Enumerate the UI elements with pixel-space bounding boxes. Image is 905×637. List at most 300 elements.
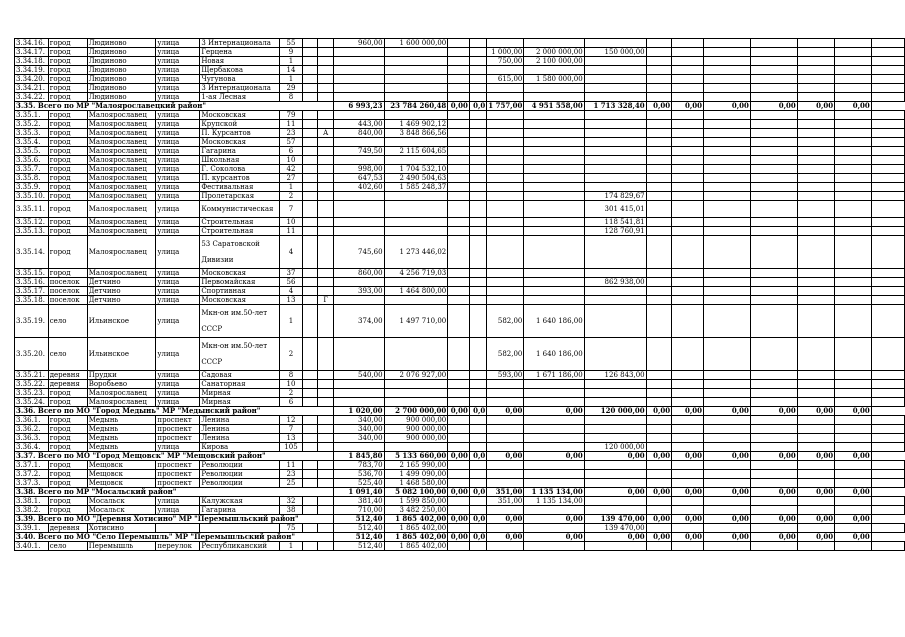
table-cell <box>797 416 834 425</box>
table-cell <box>750 48 797 57</box>
table-cell <box>469 129 486 138</box>
total-cell: 0,00 <box>797 407 834 416</box>
table-cell <box>871 138 904 147</box>
table-cell <box>469 479 486 488</box>
table-row <box>15 147 905 156</box>
total-cell: 0,0 <box>469 533 486 542</box>
table-cell <box>871 227 904 236</box>
table-cell <box>871 84 904 93</box>
table-cell <box>469 269 486 278</box>
table-cell <box>384 48 448 57</box>
table-cell <box>487 192 524 201</box>
table-cell: Школьная <box>200 156 279 165</box>
table-cell: улица <box>156 93 200 102</box>
table-cell <box>704 389 751 398</box>
table-cell: Медынь <box>87 434 156 443</box>
table-cell <box>835 278 872 287</box>
table-cell <box>487 506 524 515</box>
table-cell <box>469 542 486 551</box>
table-cell <box>646 470 672 479</box>
table-cell <box>750 416 797 425</box>
table-cell <box>318 183 334 192</box>
table-cell: 3.37.3. <box>15 479 49 488</box>
table-cell: Детчино <box>87 278 156 287</box>
table-row <box>15 269 905 278</box>
table-cell <box>750 371 797 380</box>
table-cell <box>318 218 334 227</box>
table-row <box>15 138 905 147</box>
table-cell: 900 000,00 <box>384 416 448 425</box>
table-cell <box>318 542 334 551</box>
table-cell: 118 541,81 <box>584 218 646 227</box>
table-cell <box>524 192 584 201</box>
table-cell <box>871 201 904 218</box>
total-cell: 0,00 <box>672 407 704 416</box>
table-cell <box>448 93 470 102</box>
table-cell <box>646 84 672 93</box>
table-cell: Гагарина <box>200 147 279 156</box>
table-cell <box>797 542 834 551</box>
table-cell <box>469 338 486 371</box>
table-cell <box>835 227 872 236</box>
table-cell <box>871 278 904 287</box>
table-cell <box>448 470 470 479</box>
table-cell <box>448 380 470 389</box>
table-cell: 3.35.18. <box>15 296 49 305</box>
table-cell <box>835 93 872 102</box>
table-cell: П. курсантов <box>200 174 279 183</box>
table-cell <box>835 236 872 269</box>
table-cell: 8 <box>279 93 303 102</box>
table-cell <box>704 380 751 389</box>
table-cell <box>750 236 797 269</box>
table-cell <box>487 201 524 218</box>
table-cell: Московская <box>200 269 279 278</box>
table-cell: 75 <box>279 524 303 533</box>
table-cell <box>835 156 872 165</box>
table-cell <box>487 287 524 296</box>
table-cell <box>584 129 646 138</box>
table-cell <box>318 66 334 75</box>
total-cell: 0,00 <box>835 533 872 542</box>
table-cell: 3.35.15. <box>15 269 49 278</box>
table-cell: 4 <box>279 287 303 296</box>
table-cell <box>448 57 470 66</box>
table-cell <box>797 287 834 296</box>
table-cell <box>750 75 797 84</box>
section-label: 3.38. Всего по МР "Мосальский район" <box>15 488 334 497</box>
table-cell: А <box>318 129 334 138</box>
table-cell: 2 <box>279 389 303 398</box>
table-cell: 53 Саратовской Дивизии <box>200 236 279 269</box>
table-cell: 512,40 <box>334 542 384 551</box>
table-cell <box>750 287 797 296</box>
table-row <box>15 434 905 443</box>
table-cell <box>318 380 334 389</box>
table-cell <box>318 416 334 425</box>
table-cell <box>797 156 834 165</box>
table-cell <box>835 305 872 338</box>
table-cell: 783,70 <box>334 461 384 470</box>
table-cell <box>318 443 334 452</box>
table-cell: Крупской <box>200 120 279 129</box>
table-cell: город <box>48 192 87 201</box>
table-cell <box>646 138 672 147</box>
table-cell <box>835 120 872 129</box>
table-row <box>15 371 905 380</box>
table-cell <box>704 416 751 425</box>
table-cell: 120 000,00 <box>584 443 646 452</box>
table-cell <box>672 39 704 48</box>
table-cell: 3 Интернационала <box>200 39 279 48</box>
table-cell <box>704 236 751 269</box>
table-cell: 3.34.18. <box>15 57 49 66</box>
table-cell: 351,00 <box>487 497 524 506</box>
table-cell <box>704 278 751 287</box>
total-cell: 1 865 402,00 <box>384 533 448 542</box>
table-cell: 1 580 000,00 <box>524 75 584 84</box>
table-cell <box>871 120 904 129</box>
table-row <box>15 380 905 389</box>
table-cell <box>524 434 584 443</box>
table-cell: Хотисино <box>87 524 156 533</box>
total-cell: 0,0 <box>469 407 486 416</box>
table-cell <box>584 398 646 407</box>
total-cell: 0,00 <box>584 533 646 542</box>
table-cell <box>384 138 448 147</box>
table-cell: деревня <box>48 524 87 533</box>
table-cell: проспект <box>156 461 200 470</box>
table-cell <box>487 425 524 434</box>
table-cell: 374,00 <box>334 305 384 338</box>
table-cell <box>646 147 672 156</box>
table-cell: 3.35.23. <box>15 389 49 398</box>
table-cell <box>469 434 486 443</box>
table-cell: 1 704 532,10 <box>384 165 448 174</box>
table-cell <box>448 129 470 138</box>
table-cell: 3 Интернационала <box>200 84 279 93</box>
table-cell: 1 468 580,00 <box>384 479 448 488</box>
table-cell <box>871 416 904 425</box>
table-cell <box>303 524 318 533</box>
table-cell <box>524 398 584 407</box>
total-cell: 0,00 <box>704 488 751 497</box>
table-cell: 3.35.20. <box>15 338 49 371</box>
table-cell <box>334 93 384 102</box>
table-cell <box>704 524 751 533</box>
total-cell: 0,00 <box>524 515 584 524</box>
table-cell: 1 <box>279 57 303 66</box>
table-cell <box>334 66 384 75</box>
table-cell <box>750 201 797 218</box>
table-cell <box>448 389 470 398</box>
table-cell <box>448 305 470 338</box>
table-cell <box>524 138 584 147</box>
table-cell <box>646 192 672 201</box>
table-cell <box>646 497 672 506</box>
total-cell: 2 700 000,00 <box>384 407 448 416</box>
table-cell <box>797 434 834 443</box>
table-cell <box>797 84 834 93</box>
table-cell <box>303 129 318 138</box>
table-cell: улица <box>156 111 200 120</box>
table-cell <box>672 506 704 515</box>
table-cell: улица <box>156 269 200 278</box>
table-cell <box>384 57 448 66</box>
table-cell: 7 <box>279 201 303 218</box>
table-cell: Мещовск <box>87 479 156 488</box>
table-cell: Мещовск <box>87 470 156 479</box>
table-cell <box>303 497 318 506</box>
table-cell <box>835 75 872 84</box>
table-cell <box>704 120 751 129</box>
table-cell <box>835 434 872 443</box>
table-cell: Медынь <box>87 425 156 434</box>
table-cell: 1 499 090,00 <box>384 470 448 479</box>
table-cell: город <box>48 147 87 156</box>
table-cell: 3.34.21. <box>15 84 49 93</box>
table-cell: 3.35.13. <box>15 227 49 236</box>
table-row <box>15 39 905 48</box>
table-cell <box>704 434 751 443</box>
table-cell: Московская <box>200 138 279 147</box>
table-cell: 3.36.1. <box>15 416 49 425</box>
table-cell <box>469 39 486 48</box>
table-cell <box>584 156 646 165</box>
table-cell: Людиново <box>87 48 156 57</box>
table-cell: 1 599 850,00 <box>384 497 448 506</box>
table-cell: Людиново <box>87 93 156 102</box>
table-cell <box>487 120 524 129</box>
table-cell: 174 829,67 <box>584 192 646 201</box>
table-cell <box>797 443 834 452</box>
table-cell: 3.35.3. <box>15 129 49 138</box>
table-cell <box>303 398 318 407</box>
table-cell <box>750 183 797 192</box>
table-cell <box>672 201 704 218</box>
table-cell: 12 <box>279 416 303 425</box>
table-cell: Щербакова <box>200 66 279 75</box>
table-cell: Ильинское <box>87 338 156 371</box>
table-cell <box>584 287 646 296</box>
table-cell <box>584 434 646 443</box>
table-cell <box>704 111 751 120</box>
table-cell <box>448 48 470 57</box>
table-cell <box>487 461 524 470</box>
table-cell: 3.35.11. <box>15 201 49 218</box>
table-cell <box>871 305 904 338</box>
table-cell <box>303 479 318 488</box>
table-cell: город <box>48 111 87 120</box>
table-cell <box>584 93 646 102</box>
table-cell <box>469 48 486 57</box>
table-cell <box>469 497 486 506</box>
table-cell <box>448 218 470 227</box>
table-cell <box>303 461 318 470</box>
table-cell <box>334 138 384 147</box>
table-cell <box>487 66 524 75</box>
table-cell: город <box>48 416 87 425</box>
table-cell <box>750 338 797 371</box>
table-cell: проспект <box>156 425 200 434</box>
table-cell <box>469 111 486 120</box>
table-cell <box>672 461 704 470</box>
table-cell <box>871 542 904 551</box>
table-cell: 3.35.4. <box>15 138 49 147</box>
table-cell <box>584 147 646 156</box>
table-cell: улица <box>156 75 200 84</box>
total-cell: 0,00 <box>487 452 524 461</box>
table-cell: 3.34.20. <box>15 75 49 84</box>
table-cell: 3.35.12. <box>15 218 49 227</box>
table-cell <box>524 278 584 287</box>
table-cell <box>646 174 672 183</box>
total-cell: 1 845,80 <box>334 452 384 461</box>
table-cell <box>303 371 318 380</box>
table-cell <box>334 156 384 165</box>
table-cell: город <box>48 75 87 84</box>
table-cell <box>672 111 704 120</box>
table-cell <box>750 479 797 488</box>
table-cell <box>584 296 646 305</box>
table-cell <box>448 147 470 156</box>
table-cell <box>469 75 486 84</box>
total-cell: 0,00 <box>584 452 646 461</box>
table-cell <box>303 236 318 269</box>
table-cell: 3.35.8. <box>15 174 49 183</box>
table-cell <box>318 227 334 236</box>
total-cell: 0,00 <box>797 452 834 461</box>
section-total-row <box>15 102 905 111</box>
table-cell: Коммунистическая <box>200 201 279 218</box>
table-cell: улица <box>156 183 200 192</box>
table-cell <box>303 506 318 515</box>
table-cell: Московская <box>200 296 279 305</box>
table-cell: улица <box>156 506 200 515</box>
table-cell: город <box>48 461 87 470</box>
table-cell <box>797 147 834 156</box>
table-cell <box>835 470 872 479</box>
table-cell: 10 <box>279 380 303 389</box>
table-cell <box>871 470 904 479</box>
table-cell: улица <box>156 39 200 48</box>
table-cell <box>334 389 384 398</box>
table-cell <box>448 236 470 269</box>
table-cell: 340,00 <box>334 416 384 425</box>
table-cell <box>835 296 872 305</box>
table-cell <box>704 93 751 102</box>
table-cell: 128 760,91 <box>584 227 646 236</box>
table-cell: 615,00 <box>487 75 524 84</box>
table-cell <box>646 39 672 48</box>
table-cell: 25 <box>279 479 303 488</box>
table-cell <box>303 201 318 218</box>
table-cell <box>469 57 486 66</box>
table-cell <box>469 398 486 407</box>
table-cell <box>704 227 751 236</box>
table-cell <box>469 371 486 380</box>
table-cell: улица <box>156 201 200 218</box>
table-cell <box>524 227 584 236</box>
table-cell <box>584 425 646 434</box>
table-cell: 29 <box>279 84 303 93</box>
table-cell: 3.35.9. <box>15 183 49 192</box>
table-cell <box>646 443 672 452</box>
table-cell: село <box>48 542 87 551</box>
table-cell: 443,00 <box>334 120 384 129</box>
table-cell: 2 076 927,00 <box>384 371 448 380</box>
table-cell <box>704 218 751 227</box>
table-cell <box>524 111 584 120</box>
table-cell <box>524 443 584 452</box>
table-cell <box>318 236 334 269</box>
table-cell <box>448 278 470 287</box>
table-cell <box>835 371 872 380</box>
total-cell: 0,00 <box>448 488 470 497</box>
table-cell <box>672 129 704 138</box>
table-cell <box>303 75 318 84</box>
table-cell <box>797 192 834 201</box>
table-cell <box>871 434 904 443</box>
table-cell: город <box>48 129 87 138</box>
table-cell <box>318 84 334 93</box>
table-cell: улица <box>156 165 200 174</box>
table-row <box>15 120 905 129</box>
total-cell: 0,0 <box>469 515 486 524</box>
table-cell <box>303 48 318 57</box>
table-cell <box>672 156 704 165</box>
table-cell: 1 000,00 <box>487 48 524 57</box>
total-cell: 0,00 <box>797 102 834 111</box>
table-cell <box>835 287 872 296</box>
table-cell <box>384 156 448 165</box>
table-cell <box>871 93 904 102</box>
table-cell <box>646 389 672 398</box>
table-cell <box>835 111 872 120</box>
table-cell <box>672 425 704 434</box>
table-cell <box>835 192 872 201</box>
table-cell <box>704 183 751 192</box>
table-cell <box>448 287 470 296</box>
table-cell <box>318 338 334 371</box>
table-cell <box>646 287 672 296</box>
table-cell: 540,00 <box>334 371 384 380</box>
total-cell: 1 091,40 <box>334 488 384 497</box>
table-cell: улица <box>156 236 200 269</box>
table-cell <box>524 269 584 278</box>
total-cell: 0,00 <box>524 452 584 461</box>
total-cell: 0,00 <box>448 533 470 542</box>
table-cell <box>524 461 584 470</box>
table-cell: 745,60 <box>334 236 384 269</box>
table-cell <box>318 278 334 287</box>
total-cell: 0,00 <box>835 488 872 497</box>
total-cell: 1 020,00 <box>334 407 384 416</box>
table-cell: город <box>48 183 87 192</box>
table-cell <box>646 416 672 425</box>
table-cell: Калужская <box>200 497 279 506</box>
table-cell: 1 865 402,00 <box>384 542 448 551</box>
table-cell <box>646 218 672 227</box>
table-cell <box>750 129 797 138</box>
table-cell: 38 <box>279 506 303 515</box>
table-cell <box>750 111 797 120</box>
table-cell <box>835 218 872 227</box>
table-cell <box>303 66 318 75</box>
table-cell <box>871 75 904 84</box>
table-cell <box>384 398 448 407</box>
table-cell: 340,00 <box>334 425 384 434</box>
